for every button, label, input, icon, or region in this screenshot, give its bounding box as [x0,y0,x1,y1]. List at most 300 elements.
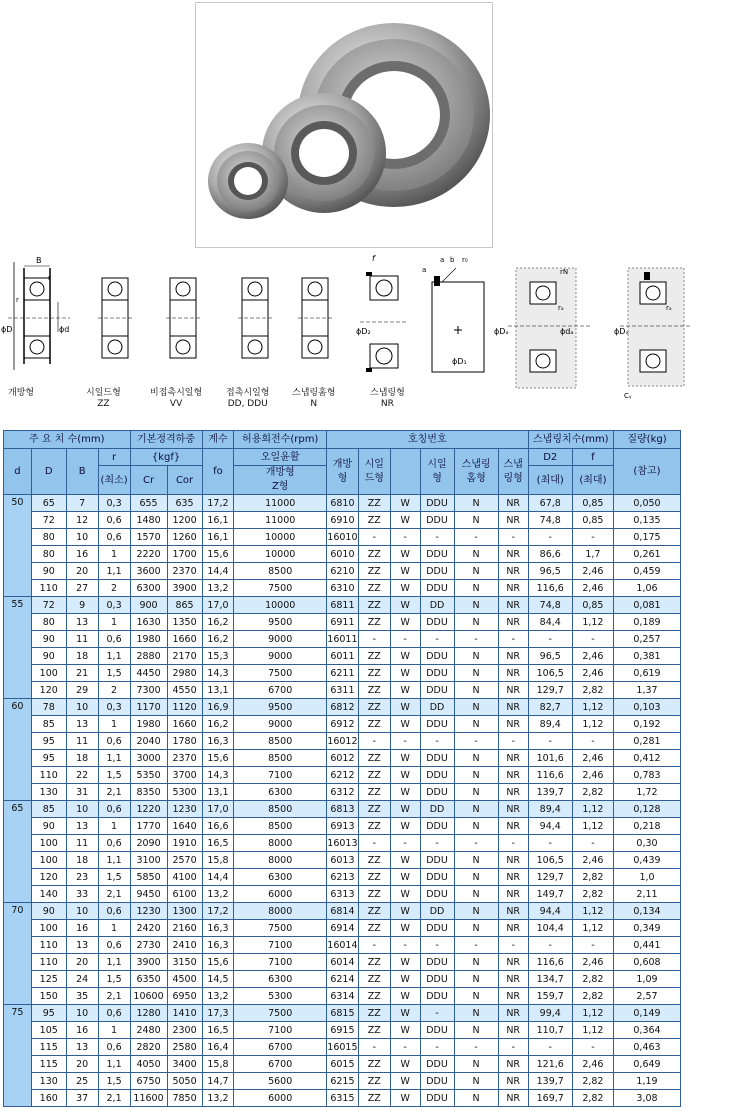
table-cell: 120 [31,682,66,699]
table-cell: - [358,835,390,852]
table-cell: 2,46 [572,954,613,971]
table-cell: ZZ [358,1022,390,1039]
table-row [4,529,681,546]
table-cell: 1630 [130,614,167,631]
table-cell: - [498,1039,528,1056]
table-cell: DDU [420,818,454,835]
table-cell: 20 [66,1056,98,1073]
table-cell: N [454,716,498,733]
table-cell: 1,09 [613,971,680,988]
table-cell: N [454,801,498,818]
table-cell: 1280 [130,1005,167,1022]
table-cell: NR [498,886,528,903]
table-cell: DDU [420,784,454,801]
table-cell: 74,8 [528,512,572,529]
table-cell: 2820 [130,1039,167,1056]
table-cell: 15,6 [202,954,234,971]
table-cell: - [572,631,613,648]
table-cell: 6315 [326,1090,358,1107]
table-cell: 4450 [130,665,167,682]
table-cell: W [390,699,420,716]
table-cell: W [390,648,420,665]
table-cell: NR [498,716,528,733]
table-cell: DDU [420,495,454,512]
table-cell: ZZ [358,1073,390,1090]
table-cell: W [390,920,420,937]
table-cell: 15,6 [202,750,234,767]
table-cell: 25 [66,1073,98,1090]
table-cell: 33 [66,886,98,903]
table-cell: 16 [66,1022,98,1039]
table-cell: 2,46 [572,767,613,784]
table-cell: 6700 [234,1039,327,1056]
table-cell: 0,149 [613,1005,680,1022]
table-cell: ZZ [358,767,390,784]
header-open-z: 개방형 Z형 [234,466,327,495]
table-cell: 110 [31,954,66,971]
table-cell: 99,4 [528,1005,572,1022]
table-cell: 104,4 [528,920,572,937]
table-cell: 15,3 [202,648,234,665]
table-cell: 116,6 [528,767,572,784]
table-cell: 1,12 [572,716,613,733]
table-cell: 2300 [167,1022,202,1039]
table-cell: 0,85 [572,512,613,529]
table-cell: W [390,954,420,971]
table-cell: 16,3 [202,937,234,954]
table-cell: DDU [420,512,454,529]
table-cell: - [390,835,420,852]
table-cell: - [358,1039,390,1056]
table-cell: 1,12 [572,801,613,818]
table-cell: 17,0 [202,801,234,818]
table-cell: N [454,1056,498,1073]
table-cell: 1260 [167,529,202,546]
table-row [4,716,681,733]
table-cell: ZZ [358,971,390,988]
table-cell: NR [498,852,528,869]
table-row [4,1090,681,1107]
table-cell: 2,82 [572,1073,613,1090]
table-cell: 15,6 [202,546,234,563]
dim-phiDa-label: ϕDₐ [494,327,509,336]
table-cell: 16,3 [202,920,234,937]
table-cell: N [454,512,498,529]
table-cell: 13 [66,818,98,835]
table-cell: 7100 [234,1022,327,1039]
diagram-shielded-zz [96,252,136,372]
dim-r-label-top: r [48,274,51,282]
table-cell: 27 [66,580,98,597]
table-cell: 0,134 [613,903,680,920]
table-cell: 11 [66,733,98,750]
table-cell: 80 [31,529,66,546]
table-cell: 110 [31,580,66,597]
table-cell: 80 [31,614,66,631]
table-cell: 100 [31,665,66,682]
table-cell: 865 [167,597,202,614]
table-cell: 1350 [167,614,202,631]
table-cell: 90 [31,818,66,835]
dim-a-label-2: a [440,256,445,264]
table-cell: ZZ [358,869,390,886]
header-snap-groove: 스냅링 홈형 [454,449,498,495]
table-cell: 0,381 [613,648,680,665]
table-cell: 8500 [234,818,327,835]
table-cell: 6300 [234,869,327,886]
table-cell: 16 [66,546,98,563]
table-cell: 1,12 [572,1005,613,1022]
table-cell: 125 [31,971,66,988]
table-cell: N [454,563,498,580]
table-row [4,852,681,869]
table-cell: 94,4 [528,818,572,835]
table-cell: 2,82 [572,682,613,699]
header-main-dims: 주 요 치 수(mm) [4,431,131,449]
table-cell: - [572,835,613,852]
table-cell: 130 [31,784,66,801]
table-cell: 159,7 [528,988,572,1005]
table-cell: NR [498,971,528,988]
table-cell: 1,1 [98,1056,130,1073]
table-cell: N [454,869,498,886]
table-cell: DDU [420,1090,454,1107]
header-open: 개방 형 [326,449,358,495]
table-cell: - [528,835,572,852]
table-cell: 3000 [130,750,167,767]
table-cell: 7500 [234,1005,327,1022]
table-cell: 9 [66,597,98,614]
table-cell: 1910 [167,835,202,852]
table-cell: 134,7 [528,971,572,988]
table-cell: 6914 [326,920,358,937]
table-cell: - [420,529,454,546]
table-cell: W [390,767,420,784]
table-cell: 0,6 [98,835,130,852]
table-cell: DDU [420,546,454,563]
table-row [4,869,681,886]
table-cell: 0,783 [613,767,680,784]
table-cell: 655 [130,495,167,512]
table-cell: 1480 [130,512,167,529]
table-cell: 18 [66,750,98,767]
table-cell: 2,82 [572,971,613,988]
header-B: B [66,449,98,495]
table-cell: DD [420,903,454,920]
table-cell: - [498,529,528,546]
table-cell: 2480 [130,1022,167,1039]
table-cell: 0,6 [98,512,130,529]
table-cell: 16,5 [202,1022,234,1039]
table-cell: 10 [66,1005,98,1022]
table-cell: ZZ [358,1005,390,1022]
table-cell: NR [498,1022,528,1039]
table-cell: 13 [66,614,98,631]
table-cell: 9500 [234,699,327,716]
header-kgf: {kgf} [130,449,202,466]
table-cell: DDU [420,1022,454,1039]
table-cell: 1 [98,614,130,631]
table-cell: 2410 [167,937,202,954]
table-cell: 16011 [326,631,358,648]
table-cell: 6810 [326,495,358,512]
table-cell: 2,82 [572,869,613,886]
table-cell: 0,441 [613,937,680,954]
table-cell: 6312 [326,784,358,801]
table-cell: 0,050 [613,495,680,512]
table-cell: - [420,1039,454,1056]
table-cell: 78 [31,699,66,716]
table-cell: 120 [31,869,66,886]
table-cell: 3900 [167,580,202,597]
table-cell: 6213 [326,869,358,886]
table-cell: W [390,512,420,529]
table-cell: 0,6 [98,733,130,750]
table-cell: 23 [66,869,98,886]
table-cell: 6000 [234,886,327,903]
table-cell: - [528,631,572,648]
dim-phiD-label: ϕD [1,325,13,334]
table-cell: 1,12 [572,903,613,920]
table-cell: 5050 [167,1073,202,1090]
table-cell: 5600 [234,1073,327,1090]
table-cell: 1,1 [98,648,130,665]
table-cell: 2,46 [572,563,613,580]
diagram-snap-groove-n [296,252,336,372]
table-row [4,495,681,512]
table-cell: ZZ [358,699,390,716]
diagram-noncontact-seal-vv [164,252,204,372]
table-cell: ZZ [358,580,390,597]
table-cell: 2,82 [572,886,613,903]
table-cell: DDU [420,869,454,886]
table-cell: 1660 [167,631,202,648]
table-cell: 0,135 [613,512,680,529]
table-cell: W [390,1005,420,1022]
table-cell: W [390,1022,420,1039]
dim-phiD1-label: ϕD₁ [452,357,467,366]
table-cell: W [390,852,420,869]
dim-cy-label: Cᵧ [624,392,632,400]
table-cell: W [390,546,420,563]
table-cell: ZZ [358,563,390,580]
table-row [4,597,681,614]
table-cell: ZZ [358,818,390,835]
table-cell: - [572,1039,613,1056]
table-cell: NR [498,954,528,971]
table-cell: - [390,733,420,750]
table-cell: 8000 [234,852,327,869]
table-cell: 1,5 [98,869,130,886]
table-cell: 7500 [234,920,327,937]
table-cell: W [390,988,420,1005]
table-cell: NR [498,699,528,716]
table-cell: 6015 [326,1056,358,1073]
table-cell: 95 [31,1005,66,1022]
table-cell: 0,281 [613,733,680,750]
table-cell: 2730 [130,937,167,954]
table-cell: 13,2 [202,988,234,1005]
table-cell: 16,6 [202,818,234,835]
table-cell: 0,85 [572,495,613,512]
table-cell: 9450 [130,886,167,903]
table-cell: ZZ [358,614,390,631]
table-cell: - [358,529,390,546]
table-cell: 1,12 [572,1022,613,1039]
table-cell: 1,12 [572,699,613,716]
table-cell: 1,7 [572,546,613,563]
table-cell: N [454,699,498,716]
table-cell: W [390,971,420,988]
table-cell: ZZ [358,597,390,614]
table-cell: 2,46 [572,648,613,665]
table-cell: 0,6 [98,1005,130,1022]
table-cell: 0,608 [613,954,680,971]
bearing-spec-table [3,430,681,1107]
header-oil: 오일윤활 [234,449,327,466]
dim-a-label: a [422,266,427,274]
table-cell: 10 [66,903,98,920]
table-cell: 0,261 [613,546,680,563]
table-cell: - [420,733,454,750]
table-row [4,937,681,954]
table-cell: W [390,1056,420,1073]
table-cell: 6211 [326,665,358,682]
table-cell: 2,1 [98,886,130,903]
table-cell: 16,2 [202,716,234,733]
table-cell: 6311 [326,682,358,699]
header-blank [390,449,420,495]
table-cell: W [390,886,420,903]
table-cell: 0,649 [613,1056,680,1073]
table-cell: 1,06 [613,580,680,597]
table-cell: 85 [31,801,66,818]
header-seal-dr: 시일 드형 [358,449,390,495]
table-cell: 0,439 [613,852,680,869]
table-cell: N [454,1022,498,1039]
table-cell: 16,1 [202,512,234,529]
table-cell: NR [498,750,528,767]
table-cell: 6814 [326,903,358,920]
table-cell: 2,82 [572,784,613,801]
table-cell: 0,412 [613,750,680,767]
diagram-mounting-housing [494,252,606,392]
table-cell: 2,57 [613,988,680,1005]
bearing-photo [195,2,493,248]
table-row [4,784,681,801]
table-cell: NR [498,563,528,580]
table-cell: 129,7 [528,869,572,886]
table-cell: N [454,784,498,801]
table-cell: W [390,495,420,512]
table-cell: 2570 [167,852,202,869]
table-cell: 18 [66,648,98,665]
header-fo: fo [202,449,234,495]
table-cell: ZZ [358,546,390,563]
table-cell: 6812 [326,699,358,716]
table-cell: ZZ [358,495,390,512]
table-cell: W [390,1073,420,1090]
table-cell: 8350 [130,784,167,801]
table-cell: W [390,563,420,580]
dim-ra-label-2: rₐ [666,304,672,312]
table-row [4,1039,681,1056]
table-cell: 1660 [167,716,202,733]
table-cell: 10 [66,801,98,818]
table-cell: 1,19 [613,1073,680,1090]
table-cell: 1,72 [613,784,680,801]
table-cell: 11 [66,631,98,648]
table-row [4,682,681,699]
table-row [4,988,681,1005]
table-cell: 96,5 [528,648,572,665]
table-cell: 2880 [130,648,167,665]
dim-f-label: f [372,254,375,263]
table-cell: 3900 [130,954,167,971]
diagram-label-n: 스냅링홈형 N [292,388,336,409]
table-cell: 169,7 [528,1090,572,1107]
table-cell: DDU [420,614,454,631]
table-row [4,546,681,563]
table-cell: ZZ [358,665,390,682]
table-cell: 3700 [167,767,202,784]
header-r-min: (최소) [98,466,130,495]
table-cell: 14,3 [202,767,234,784]
table-cell: 1170 [130,699,167,716]
table-cell: 7500 [234,665,327,682]
table-cell: 6700 [234,682,327,699]
table-cell: 95 [31,733,66,750]
table-cell: 110,7 [528,1022,572,1039]
table-cell: 0,218 [613,818,680,835]
dim-phida-label: ϕdₐ [560,327,574,336]
table-cell: 16,2 [202,614,234,631]
table-cell: 13 [66,937,98,954]
table-cell: N [454,903,498,920]
table-row [4,665,681,682]
table-cell: N [454,648,498,665]
table-cell: 2370 [167,750,202,767]
table-cell: ZZ [358,750,390,767]
header-f: f [572,449,613,466]
table-cell: 0,463 [613,1039,680,1056]
table-cell: 6314 [326,988,358,1005]
table-cell: 14,4 [202,869,234,886]
header-d: d [4,449,32,495]
table-cell: 10600 [130,988,167,1005]
table-cell: 1 [98,920,130,937]
table-cell: NR [498,920,528,937]
table-cell: 106,5 [528,852,572,869]
table-cell: NR [498,801,528,818]
table-cell: 105 [31,1022,66,1039]
table-cell: 2040 [130,733,167,750]
table-cell: 1,5 [98,767,130,784]
table-cell: - [528,1039,572,1056]
table-cell: 100 [31,835,66,852]
table-cell: 5300 [167,784,202,801]
table-cell: 2420 [130,920,167,937]
table-cell: - [572,937,613,954]
table-cell: 10000 [234,546,327,563]
table-cell: 1200 [167,512,202,529]
table-cell: 5350 [130,767,167,784]
table-cell: NR [498,767,528,784]
table-cell: NR [498,495,528,512]
table-cell: W [390,682,420,699]
table-cell: 6700 [234,1056,327,1073]
table-cell: - [528,529,572,546]
